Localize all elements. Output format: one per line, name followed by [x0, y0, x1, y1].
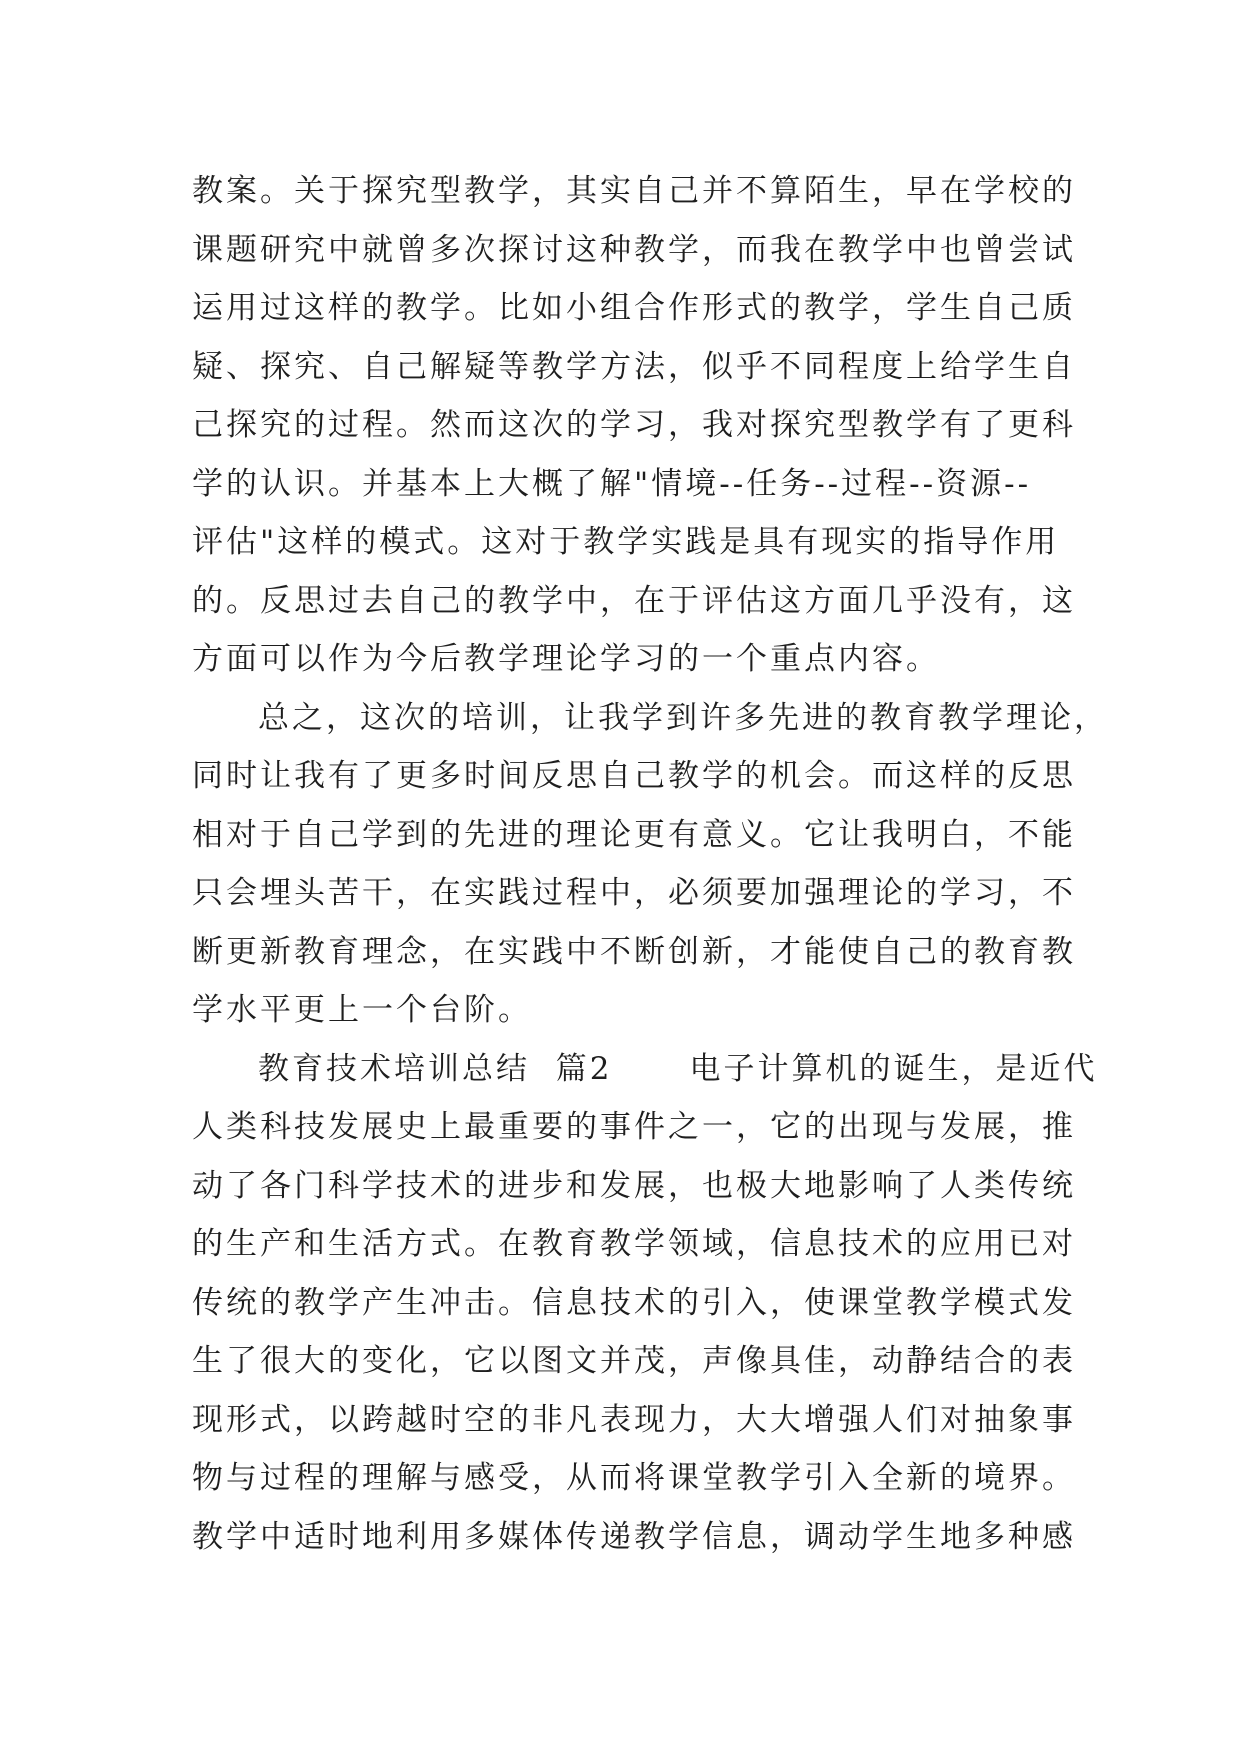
text-line: 人类科技发展史上最重要的事件之一，它的出现与发展，推: [192, 1109, 1076, 1145]
text-line: 学的认识。并基本上大概了解"情境--任务--过程--资源--: [192, 465, 1032, 502]
text-line: 传统的教学产生冲击。信息技术的引入，使课堂教学模式发: [192, 1284, 1076, 1321]
text-line: 只会埋头苦干，在实践过程中，必须要加强理论的学习，不: [192, 875, 1076, 911]
text-line: 课题研究中就曾多次探讨这种教学，而我在教学中也曾尝试: [192, 231, 1076, 268]
paragraph-start-line: 总之，这次的培训，让我学到许多先进的教育教学理论，: [258, 699, 1108, 736]
text-line: 断更新教育理念，在实践中不断创新，才能使自己的教育教: [192, 933, 1076, 970]
text-line: 教学中适时地利用多媒体传递教学信息，调动学生地多种感: [192, 1518, 1076, 1555]
text-line: 相对于自己学到的先进的理论更有意义。它让我明白，不能: [192, 816, 1076, 853]
text-line: 物与过程的理解与感受，从而将课堂教学引入全新的境界。: [192, 1460, 1076, 1496]
text-line: 的生产和生活方式。在教育教学领域，信息技术的应用已对: [192, 1226, 1076, 1262]
text-line: 方面可以作为今后教学理论学习的一个重点内容。: [192, 641, 940, 677]
text-line: 学水平更上一个台阶。: [192, 992, 532, 1028]
text-line: 己探究的过程。然而这次的学习，我对探究型教学有了更科: [192, 407, 1076, 443]
section-heading-line: 教育技术培训总结 篇2 电子计算机的诞生，是近代: [258, 1050, 1098, 1087]
text-line: 的。反思过去自己的教学中，在于评估这方面几乎没有，这: [192, 582, 1076, 619]
text-line: 疑、探究、自己解疑等教学方法，似乎不同程度上给学生自: [192, 348, 1076, 385]
text-line: 生了很大的变化，它以图文并茂，声像具佳，动静结合的表: [192, 1343, 1076, 1379]
text-line: 教案。关于探究型教学，其实自己并不算陌生，早在学校的: [192, 173, 1076, 209]
body-text: [192, 162, 1108, 1566]
text-line: 现形式，以跨越时空的非凡表现力，大大增强人们对抽象事: [192, 1401, 1076, 1438]
text-line: 同时让我有了更多时间反思自己教学的机会。而这样的反思: [192, 758, 1076, 794]
text-line: 评估"这样的模式。这对于教学实践是具有现实的指导作用: [192, 524, 1060, 560]
text-line: 运用过这样的教学。比如小组合作形式的教学，学生自己质: [192, 290, 1076, 326]
text-line: 动了各门科学技术的进步和发展，也极大地影响了人类传统: [192, 1167, 1076, 1204]
